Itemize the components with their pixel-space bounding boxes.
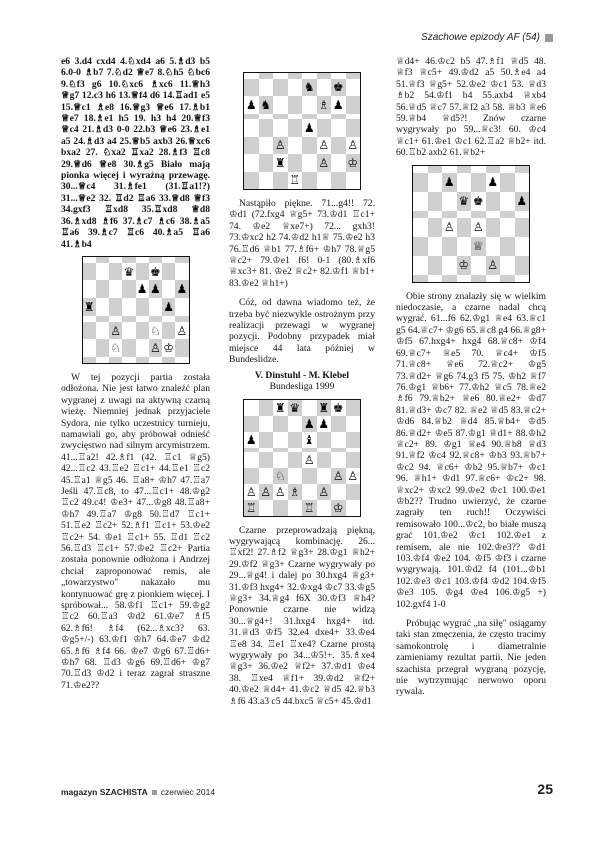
chess-piece-icon: ♔ [458,258,470,273]
game-event: Bundesliga 1999 [269,381,335,393]
chess-piece-icon: ♝ [303,432,315,447]
chess-piece-icon: ♛ [123,264,135,279]
chess-piece-icon: ♔ [163,341,174,356]
body-text: Czarne przeprowadzają piękną, wygrywającą kombinację. 26... ♖xf2! 27.♗f2 ♕g3+ 28.♔g1 ♕h2+ 29.♔f2 ♕g3+ Czarne wygrywały po 29...♕g4! i dalej po 30.hxg4 ♕g3+ 31.♔f3 hxg4+ 32.♔xg4 ♔c7 33.♔g5 ♕g3+ 34.♕g4 f6X 30.♔f3 ♕h4? Ponownie czarne nie widzą 30...♕g4+! 31.hxg4 hxg4+ itd. 31.♕d3 ♔f5 32.e4 dxe4+ 33.♔e4 ♖e8 34. ♖e1 ♖xe4? Czarne prostą wygrywały po 34...♔5!+. 35.♗xe4 ♕g3+ 36.♔e2 ♕f2+ 37.♔d1 ♔e4 38. ♖xe4 ♕f1+ 39.♔d2 ♕f2+ 40.♔e2 ♕d4+ 41.♔c2 ♕d5 42.♕b3 ♗f6 43.a3 c5 44.bxc5 ♕c5+ 45.♔d1 [229,524,375,707]
board-square [136,357,149,363]
chess-piece-icon: ♙ [332,468,344,483]
board-square [259,484,274,500]
board-square [413,173,428,192]
board-square [331,468,346,484]
chess-piece-icon: ♚ [472,194,484,209]
board-square [457,256,472,275]
board-square [346,172,361,190]
board-square [471,192,486,211]
page-number: 25 [537,781,553,797]
chess-piece-icon: ♟ [443,175,455,190]
square-marker-icon [545,34,553,42]
board-square [317,172,332,190]
moves-text: e6 3.d4 cxd4 4.♘xd4 a6 5.♗d3 b5 6.0-0 ♗b7 7.♘d2 ♕e7 8.♘h5 ♘bc6 9.♘f3 g6 10.♘xc6 ♗xc6 11.♕h3 ♕g7 12.c3 h6 13.♕f4 d6 14.♖ad1 e5 15.♕c1 ♗e8 16.♕g3 ♕e6 17.♗b1 ♕e7 18.♗e1 h5 19. h3 h4 20.♕f3 ♕c4 21.♗d3 0-0 22.b3 ♕e6 23.♗e1 a5 24.♗d3 a4 25.♕b5 axb3 26.♕xc6 bxa2 27. ♘xa2 ♖xa2 28.♗f3 ♖c8 29.♕d6 ♕e8 30.♗g5 Biało mają pionka więcej i wyraźną przewagę. 30...♕c4 31.♗fe1 (31.♖a1!?) 31...♕e2 32. ♖d2 ♖a6 33.♕d8 ♕f3 34.gxf3 ♖xd8 35.♖xd8 ♕d8 36.♗xd8 ♗f6 37.♗c7 ♗c6 38.♗a5 ♖a6 39.♗c7 ♖c6 40.♗a5 ♖a6 41.♗b4 [61,56,210,250]
board-square [259,432,274,448]
board-square [244,154,259,172]
board-square [317,432,332,448]
board-square [288,137,303,155]
board-square [96,280,109,298]
chess-piece-icon: ♟ [303,120,315,135]
chess-piece-icon: ♘ [110,341,121,356]
chess-piece-icon: ♗ [318,97,330,112]
board-square [515,275,530,282]
board-square [302,137,317,155]
board-square [500,173,515,192]
board-square [83,298,96,316]
board-square [302,484,317,500]
board-square [442,275,457,282]
board-square [288,468,303,484]
board-square [175,322,188,340]
chess-piece-icon: ♚ [332,80,344,95]
board-square [149,357,162,363]
board-square [288,400,303,416]
chess-diagram [243,72,361,190]
board-square [302,172,317,190]
column-2 [229,56,375,707]
chess-piece-icon: ♙ [487,258,499,273]
board-square [457,275,472,282]
board-square [346,137,361,155]
magazine-name: magazyn SZACHISTA [61,787,148,797]
chess-piece-icon: ♞ [303,80,315,95]
board-square [244,96,259,114]
board-square [331,154,346,172]
chess-piece-icon: ♜ [274,400,286,415]
board-square [273,137,288,155]
board-square [162,280,175,298]
board-square [457,211,472,218]
board-square [346,400,361,416]
chess-piece-icon: ♜ [318,400,330,415]
chess-piece-icon: ♗ [289,484,301,499]
board-square [302,154,317,172]
board-square [83,280,96,298]
board-square [288,452,303,468]
board-square [96,357,109,363]
board-square [259,172,274,190]
board-square [162,357,175,363]
page-footer [61,781,553,797]
board-square [346,468,361,484]
board-square [149,339,162,357]
board-square [136,339,149,357]
board-square [149,298,162,316]
board-square [162,263,175,281]
board-square [175,280,188,298]
chess-piece-icon: ♙ [149,341,161,356]
board-square [457,166,472,173]
board-square [96,263,109,281]
board-square [273,468,288,484]
board-square [500,256,515,275]
board-square [175,357,188,363]
board-square [346,119,361,137]
board-square [442,237,457,256]
chess-piece-icon: ♞ [260,97,272,112]
board-square [413,192,428,211]
game-players: V. Dinstuhl - M. Klebel [254,369,350,381]
chess-piece-icon: ♟ [318,416,330,431]
chess-piece-icon: ♙ [176,323,188,338]
board-square [428,275,443,282]
board-square [331,484,346,500]
chess-piece-icon: ♟ [136,282,148,297]
board-square [515,211,530,218]
board-square [288,79,303,97]
board-square [259,416,274,432]
board-square [109,280,122,298]
board-square [109,263,122,281]
chess-piece-icon: ♙ [443,220,455,235]
chess-piece-icon: ♙ [472,220,484,235]
board-square [428,218,443,237]
board-square [149,322,162,340]
bullet-icon [152,790,157,795]
body-text: Próbując wygrać „na siłę" osiągamy taki stan zmęczenia, że często tracimy samokontrolę i diametralnie zamieniamy rezultat partii. Nie jeden szachista przegrał wygraną pozycję, nie wytrzymując nerwowo oporu rywala. [396,618,546,698]
board-square [273,416,288,432]
board-square [500,218,515,237]
board-square [162,298,175,316]
board-square [471,173,486,192]
board-square [244,484,259,500]
board-square [413,237,428,256]
board-square [346,79,361,97]
board-square [259,119,274,137]
board-square [500,275,515,282]
running-header [421,32,553,43]
board-square [175,339,188,357]
board-square [83,339,96,357]
board-square [486,256,501,275]
board-square [515,166,530,173]
board-square [175,263,188,281]
chess-piece-icon: ♟ [303,416,315,431]
board-square [302,416,317,432]
board-square [331,500,346,516]
chess-piece-icon: ♟ [516,194,528,209]
board-square [288,172,303,190]
chess-piece-icon: ♟ [163,300,174,315]
chess-piece-icon: ♙ [347,138,359,153]
board-square [259,96,274,114]
chess-piece-icon: ♜ [83,300,95,315]
board-square [302,452,317,468]
chess-piece-icon: ♙ [318,484,330,499]
board-square [500,166,515,173]
board-square [331,416,346,432]
board-square [244,416,259,432]
board-square [317,484,332,500]
chess-piece-icon: ♙ [318,155,330,170]
board-square [317,400,332,416]
board-square [273,172,288,190]
board-square [149,263,162,281]
board-square [273,119,288,137]
board-square [122,339,135,357]
board-square [317,137,332,155]
board-square [346,96,361,114]
board-square [288,96,303,114]
board-square [288,119,303,137]
board-square [122,322,135,340]
board-square [122,298,135,316]
board-square [331,452,346,468]
chess-piece-icon: ♚ [332,400,344,415]
board-square [162,339,175,357]
chess-piece-icon: ♔ [347,155,359,170]
body-text: W tej pozycji partia została odłożona. Nie jest łatwo znaleźć plan wygranej z uwagi na aktywną czarną wieżę. Niemniej jednak przyjaciele Sydora, nie tylko uczestnicy turnieju, namawiali go, aby próbował odnieść zwycięstwo nad silnym arcymistrzem. 41...♖a2! 42.♗f1 (42. ♖c1 ♕g5) 42...♖c2 43.♖e2 ♖c1+ 44.♖e1 ♖c2 45.♖a1 ♕g5 46. ♖a8+ ♔h7 47.♖a7 Jeśli 47.♖c8, to 47...♖c1+ 48.♔g2 ♖c2 49.c4! ♔e3+ 47...♔g8 48.♖a8+ ♔h7 49.♖a7 ♔g8 50.♖d7 ♖c1+ 51.♖e2 ♖c2+ 52.♗f1 ♖c1+ 53.♔e2 ♖c2+ 54. ♔e1 ♖c1+ 55. ♖d1 ♖c2 56.♖d3 ♖c1+ 57.♔e2 ♖c2+ Partia została ponownie odłożona i Andrzej chciał zaproponować remis, ale „towarzystwo" nakazało mu kontynuować grę z pionkiem więcej. I spróbował... 58.♔f1 ♖c1+ 59.♔g2 ♖c2 60.♖a3 ♔d2 61.♔e7 ♗f5 62.♗f6! ♗f4 (62...♗xc3? 63. ♔g5+/-) 63.♔f1 ♔h7 64.♔e7 ♔d2 65.♗f6 ♗f4 66. ♔e7 ♔g6 67.♖d6+ ♔h7 68. ♖d3 ♔g6 69.♖d6+ ♔g7 70.♖d3 ♔d2 i teraz zagrał straszne 71.♔e2?? [61,371,210,691]
board-square [486,173,501,192]
body-text: Nastąpiło piękne. 71...g4!! 72. ♔d1 (72.fxg4 ♕g5+ 73.♔d1 ♖c1+ 74. ♔e2 ♕xe7+) 72... gxh3! 73.♔xc2 h2 74.♔d2 h1♕ 75.♔e2 h3 76.♖d6 ♕b1 77.♗f6+ ♔h7 78.♕g5 ♕c2+ 79.♔e1 f6! 0-1 (80.♗xf6 ♕xc3+ 81. ♔e2 ♕c2+ 82.♔f1 ♕b1+ 83.♔e2 ♕h1+) [229,198,375,289]
board-square [273,400,288,416]
chess-piece-icon: ♜ [274,155,286,170]
board-square [109,322,122,340]
board-square [302,96,317,114]
board-square [317,452,332,468]
board-square [175,298,188,316]
board-square [96,322,109,340]
chess-piece-icon: ♙ [260,484,272,499]
board-square [109,339,122,357]
board-square [331,137,346,155]
chess-piece-icon: ♖ [289,173,301,188]
chess-piece-icon: ♟ [245,432,257,447]
board-square [302,79,317,97]
board-square [302,400,317,416]
board-square [96,339,109,357]
board-square [149,280,162,298]
board-square [273,432,288,448]
chess-piece-icon: ♙ [347,468,359,483]
board-square [413,256,428,275]
board-square [331,119,346,137]
board-square [259,468,274,484]
board-square [413,275,428,282]
board-square [500,237,515,256]
board-square [259,400,274,416]
board-square [244,137,259,155]
chess-piece-icon: ♙ [274,484,286,499]
chess-piece-icon: ♖ [245,500,257,515]
board-square [413,211,428,218]
chess-piece-icon: ♙ [245,484,257,499]
board-square [317,416,332,432]
board-square [83,357,96,363]
board-square [259,154,274,172]
board-square [122,263,135,281]
board-square [457,237,472,256]
board-square [442,256,457,275]
board-square [259,452,274,468]
header-title: Szachowe epizody AF (54) [421,32,540,43]
board-square [331,432,346,448]
board-square [331,172,346,190]
board-square [471,211,486,218]
column-3 [396,56,546,698]
board-square [471,218,486,237]
board-square [136,298,149,316]
board-square [486,166,501,173]
board-square [471,166,486,173]
board-square [122,280,135,298]
board-square [428,237,443,256]
board-square [515,256,530,275]
board-square [515,173,530,192]
board-square [442,211,457,218]
board-square [317,96,332,114]
board-square [244,79,259,97]
board-square [428,192,443,211]
board-square [288,432,303,448]
board-square [244,500,259,516]
board-square [471,237,486,256]
board-square [244,172,259,190]
chess-piece-icon: ♟ [487,175,499,190]
board-square [83,263,96,281]
board-square [331,79,346,97]
board-square [259,79,274,97]
board-square [317,468,332,484]
board-square [500,211,515,218]
board-square [486,275,501,282]
chess-diagram [412,165,530,283]
board-square [428,173,443,192]
chess-piece-icon: ♛ [289,400,301,415]
chess-diagram [82,256,190,364]
body-text: Cóż, od dawna wiadomo też, że trzeba być niezwykle ostrożnym przy realizacji przewagi w wygranej pozycji. Podobny przypadek miał miejsce 44 lata później w Bundeslidze. [229,297,375,366]
board-square [486,192,501,211]
board-square [515,218,530,237]
board-square [288,500,303,516]
issue-date: czerwiec 2014 [160,787,216,797]
board-square [515,192,530,211]
chess-piece-icon: ♟ [332,97,344,112]
board-square [288,154,303,172]
board-square [259,137,274,155]
board-square [346,432,361,448]
board-square [96,298,109,316]
board-square [244,119,259,137]
board-square [457,192,472,211]
board-square [500,192,515,211]
board-square [109,357,122,363]
board-square [109,298,122,316]
board-square [244,400,259,416]
board-square [346,484,361,500]
board-square [486,211,501,218]
chess-piece-icon: ♙ [303,452,315,467]
board-square [273,154,288,172]
board-square [346,452,361,468]
chess-piece-icon: ♟ [149,282,161,297]
board-square [259,500,274,516]
chess-piece-icon: ♚ [149,264,161,279]
board-square [515,237,530,256]
board-square [486,218,501,237]
board-square [273,500,288,516]
chess-piece-icon: ♖ [303,500,315,515]
board-square [442,218,457,237]
board-square [442,192,457,211]
board-square [136,263,149,281]
chess-piece-icon: ♟ [176,282,188,297]
board-square [244,432,259,448]
board-square [302,432,317,448]
board-square [136,280,149,298]
board-square [428,211,443,218]
board-square [471,275,486,282]
board-square [428,166,443,173]
board-square [273,96,288,114]
board-square [317,500,332,516]
chess-piece-icon: ♙ [318,138,330,153]
board-square [486,237,501,256]
board-square [273,452,288,468]
board-square [331,400,346,416]
board-square [457,218,472,237]
board-square [302,119,317,137]
chess-diagram [243,399,361,517]
board-square [346,154,361,172]
board-square [442,166,457,173]
chess-piece-icon: ♔ [332,500,344,515]
chess-piece-icon: ♟ [245,97,257,112]
board-square [244,468,259,484]
moves-text: ♕d4+ 46.♔c2 b5 47.♗f1 ♕d5 48. ♕f3 ♕c5+ 49.♔d2 a5 50.♗e4 a4 51.♕f3 ♕g5+ 52.♔e2 ♔c1 53. ♕d3 ♗b2 54.♔f1 b4 55.axb4 ♕xb4 56.♕d5 ♕c7 57.♕f2 a3 58. ♕b3 ♕e6 59.♕b4 ♕d5?! Znów czarne wygrywały po 59...♕c3! 60. ♔c4 ♕c1+ 61.♔e1 ♔c1 62.♖a2 ♕b2+ itd. 60.♖b2 axb2 61.♕b2+ [396,56,546,159]
board-square [471,256,486,275]
chess-piece-icon: ♙ [110,323,121,338]
board-square [302,500,317,516]
board-square [288,416,303,432]
board-square [317,119,332,137]
chess-piece-icon: ♛ [458,194,470,209]
board-square [413,218,428,237]
body-text: Obie strony znalazły się w wielkim niedoczasie, a czarne nadal chcą wygrać. 61...f6 62.♔g1 ♕e4 63.♕c1 g5 64.♕c7+ ♔g6 65.♕c8 g4 66.♕g8+ ♔f5 67.hxg4+ hxg4 68.♕c8+ ♔f4 69.♕c7+ ♕e5 70. ♕c4+ ♔f5 71.♕c8+ ♕e6 72.♕c2+ ♔g5 73.♕d2+ ♕g6 74.g3 f5 75. ♔h2 ♕f7 76.♔g1 ♕b6+ 77.♔h2 ♕c5 78.♕e2 ♗f6 79.♕b2+ ♕e6 80.♕e2+ ♔d7 81.♕d3+ ♔c7 82. ♕e2 ♕d5 83.♕c2+ ♔d6 84.♕b2 ♕d4 85.♕b4+ ♔d5 86.♕d2+ ♔e5 87.♔g1 ♕d1+ 88.♔h2 ♕c2+ 89. ♔g1 ♕e4 90.♕b8 ♕d3 91.♕f2 ♔c4 92.♕c8+ ♔b3 93.♕b7+ ♔c2 94. ♕c6+ ♔b2 95.♕b7+ ♔c1 96. ♕h1+ ♔d1 97.♕c6+ ♔c2+ 98. ♕xc2+ ♔xc2 99.♔e2 ♔c1 100.♔e1 ♔b2?? Trudno uwierzyć, że czarne zagrały ten ruch!! Oczywiści remisowało 100...♔c2, bo białe muszą grać 101.♔e2 ♔c1 102.♔e1 z remisem, ale nie 102.♔e3?? ♔d1 103.♔f4 ♔e2 104. ♔f5 ♔f3 i czarne wygrywają. 101.♔d2 f4 (101...♔b1 102.♔e3 ♔c1 103.♔f4 ♔d2 104.♔f5 ♔e3 105. ♔g4 ♔e4 106.♔g5 +) 102.gxf4 1-0 [396,290,546,610]
board-square [457,173,472,192]
board-square [288,484,303,500]
board-square [122,357,135,363]
board-square [317,79,332,97]
chess-piece-icon: ♙ [274,138,286,153]
board-square [346,500,361,516]
board-square [428,256,443,275]
board-square [442,173,457,192]
column-1 [61,56,210,691]
board-square [331,96,346,114]
board-square [413,166,428,173]
chess-piece-icon: ♘ [274,468,286,483]
chess-piece-icon: ♘ [149,323,161,338]
board-square [346,416,361,432]
board-square [273,79,288,97]
chess-piece-icon: ♕ [472,239,484,254]
board-square [302,468,317,484]
board-square [244,452,259,468]
board-square [83,322,96,340]
board-square [273,484,288,500]
board-square [317,154,332,172]
board-square [136,322,149,340]
board-square [162,322,175,340]
